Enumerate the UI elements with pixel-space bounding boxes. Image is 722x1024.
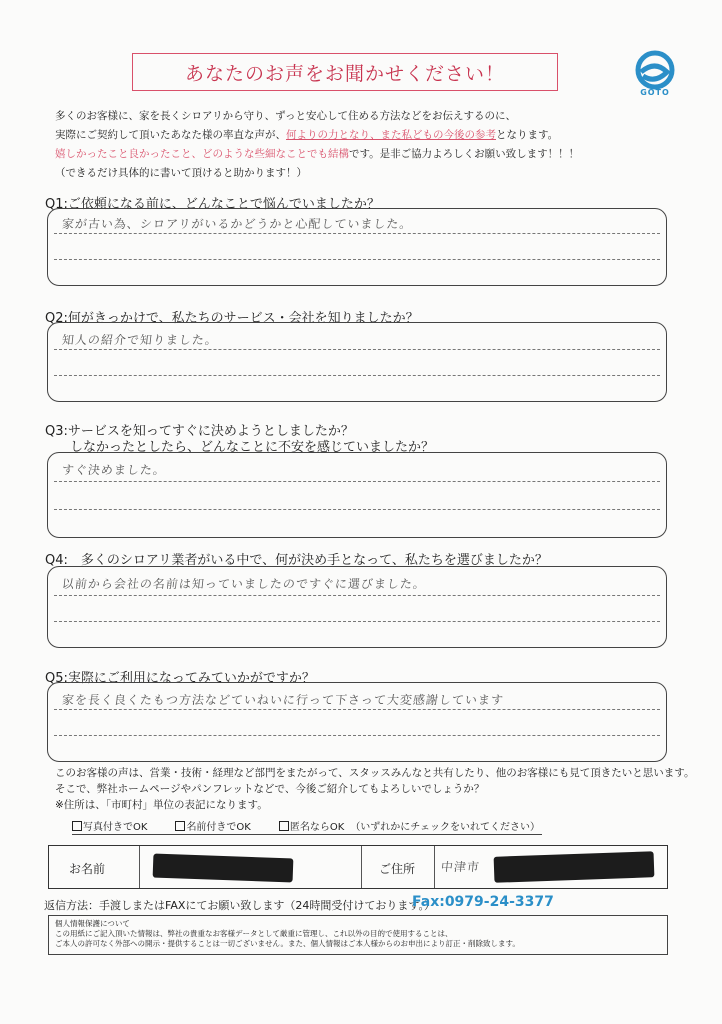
answer-2-text: 知人の紹介で知りました。 (61, 333, 219, 347)
intro-line-3b: です。是非ご協力よろしくお願い致します！！！ (349, 148, 580, 160)
address-redaction (494, 851, 655, 883)
answer-1-text: 家が古い為、シロアリがいるかどうかと心配していました。 (61, 217, 414, 231)
address-value: 中津市 (440, 860, 481, 874)
answer-1-box[interactable] (47, 208, 667, 286)
question-3-label: Q3:サービスを知ってすぐに決めようとしましたか？ (45, 424, 354, 439)
intro-line-2a: 実際にご契約して頂いたあなた様の率直な声が、 (55, 129, 286, 141)
note-line-3: ※住所は、「市町村」単位の表記になります。 (55, 799, 268, 811)
intro-line-1: 多くのお客様に、家を長くシロアリから守り、ずっと安心して住める方法などをお伝えするのに、 (55, 110, 516, 122)
name-redaction (153, 854, 294, 883)
name-ok-checkbox[interactable] (175, 821, 185, 831)
photo-ok-checkbox[interactable] (72, 821, 82, 831)
photo-ok-label: 写真付きでOK (83, 822, 148, 833)
intro-line-4: （できるだけ具体的に書いて頂けると助かります！） (55, 167, 307, 179)
answer-2-box[interactable] (47, 322, 667, 402)
fax-number: Fax:0979-24-3377 (412, 894, 554, 910)
address-label: ご住所 (379, 862, 416, 876)
photo-ok-option[interactable] (72, 818, 147, 834)
name-ok-option[interactable] (175, 818, 250, 834)
consent-hint: （いずれかにチェックをいれてください） (350, 822, 541, 833)
answer-3-box[interactable] (47, 452, 667, 538)
question-3-label-2: しなかったとしたら、どんなことに不安を感じていましたか？ (70, 440, 435, 455)
intro-line-2 (55, 128, 558, 142)
reply-method: 返信方法：手渡しまたはFAXにてお願い致します（24時間受付けております。） (44, 899, 435, 912)
question-2-label: Q2:何がきっかけで、私たちのサービス・会社を知りましたか？ (45, 311, 419, 326)
question-1-label: Q1:ご依頼になる前に、どんなことで悩んでいましたか？ (45, 197, 380, 212)
answer-3-text: すぐ決めました。 (61, 463, 167, 477)
intro-line-2c: となります。 (496, 129, 559, 141)
intro-line-2b: 何よりの力となり、また私どもの今後の参考 (286, 129, 496, 141)
anon-ok-checkbox[interactable] (279, 821, 289, 831)
note-line-1: このお客様の声は、営業・技術・経理など部門をまたがって、スタッスみんなと共有したり、他のお客様にも見て頂きたいと思います。 (55, 767, 695, 779)
answer-4-box[interactable] (47, 566, 667, 648)
note-line-2: そこで、弊社ホームページやパンフレットなどで、今後ご紹介してもよろしいでしょうか？ (55, 783, 485, 795)
privacy-title: 個人情報保護について (55, 919, 130, 928)
consent-options (72, 818, 542, 835)
page-title: あなたのお声をお聞かせください！ (132, 53, 558, 91)
privacy-notice (48, 915, 668, 955)
contact-form (48, 845, 668, 889)
intro-line-3a: 嬉しかったこと良かったこと、どのような些細なことでも結構 (55, 148, 349, 160)
logo-text: GOTO (640, 88, 670, 97)
anon-ok-option[interactable] (279, 818, 540, 834)
answer-4-text: 以前から会社の名前は知っていましたのですぐに選びました。 (61, 577, 427, 591)
answer-5-text: 家を長く良くたもつ方法などていねいに行って下さって大変感謝しています (61, 693, 505, 707)
answer-5-box[interactable] (47, 682, 667, 762)
anon-ok-label: 匿名ならOK (289, 822, 345, 833)
name-ok-label: 名前付きでOK (186, 822, 251, 833)
question-5-label: Q5:実際にご利用になってみていかがですか？ (45, 671, 315, 686)
name-label: お名前 (69, 862, 106, 876)
intro-line-3 (55, 147, 579, 161)
privacy-line-1: この用紙にご記入頂いた情報は、弊社の貴重なお客様データとして厳重に管理し、これ以外の目的で使用することは、 (55, 929, 453, 938)
question-4-label: Q4: 多くのシロアリ業者がいる中で、何が決め手となって、私たちを選びましたか？ (45, 553, 548, 568)
privacy-line-2: ご本人の許可なく外部への開示・提供することは一切ございません。また、個人情報はご本人様からのお申出により訂正・削除致します。 (55, 939, 520, 948)
